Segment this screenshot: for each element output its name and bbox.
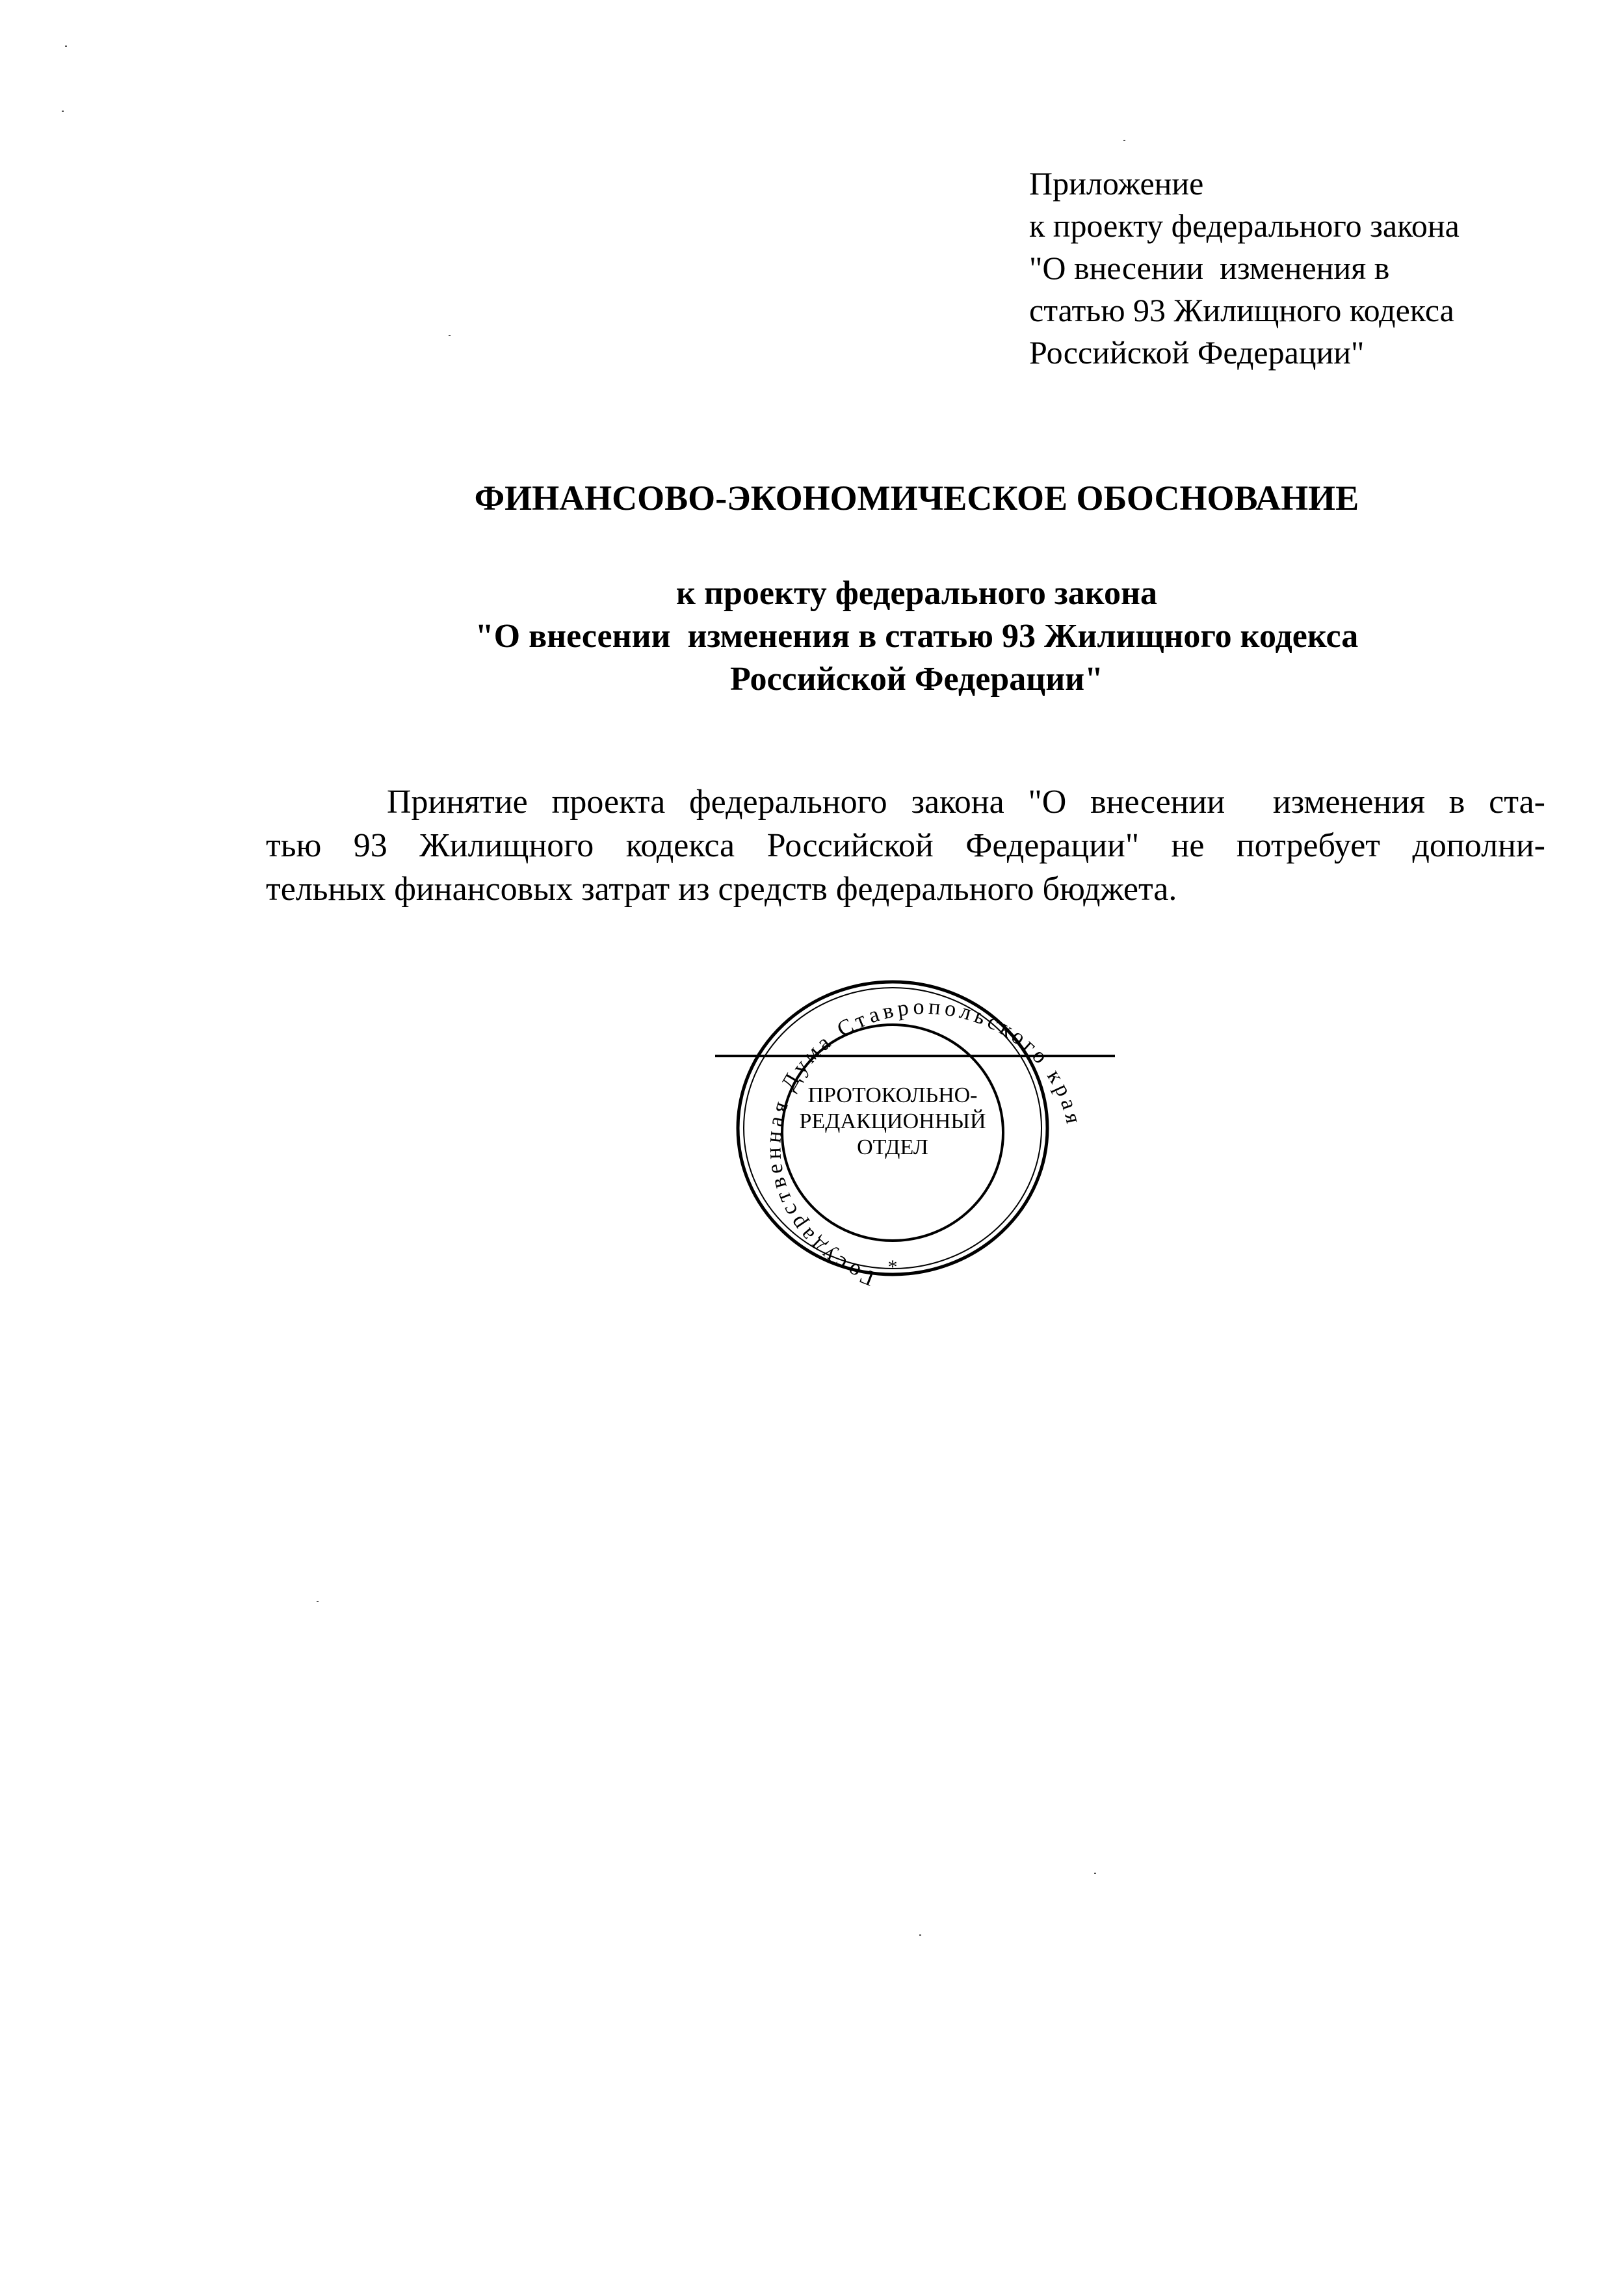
appendix-line: статью 93 Жилищного кодекса <box>1029 292 1454 328</box>
body-paragraph <box>266 780 1545 911</box>
body-line: Принятие проекта федерального закона "О внесении изменения в ста- <box>387 784 1545 821</box>
scan-speck <box>62 111 64 112</box>
stamp-center-line: РЕДАКЦИОННЫЙ <box>799 1109 986 1133</box>
document-subtitle <box>0 572 1624 701</box>
stamp-center-line: ОТДЕЛ <box>857 1135 928 1159</box>
body-line: тью 93 Жилищного кодекса Российской Федерации" не потребует дополни- <box>266 827 1545 864</box>
appendix-line: Российской Федерации" <box>1029 334 1365 371</box>
stamp-ring-text: Государственная Дума Ставропольского края <box>761 994 1086 1291</box>
scan-speck <box>317 1601 319 1602</box>
appendix-note <box>1029 163 1460 374</box>
appendix-line: "О внесении изменения в <box>1029 250 1390 286</box>
scan-speck <box>449 335 451 336</box>
scan-speck <box>919 1934 921 1936</box>
stamp-star: * <box>887 1256 898 1278</box>
official-stamp <box>709 962 1125 1300</box>
subtitle-line: к проекту федерального закона <box>676 575 1157 612</box>
scan-speck <box>65 46 67 47</box>
appendix-line: к проекту федерального закона <box>1029 207 1460 244</box>
appendix-line: Приложение <box>1029 165 1204 202</box>
body-line: тельных финансовых затрат из средств федерального бюджета. <box>266 871 1177 908</box>
subtitle-line: Российской Федерации" <box>730 661 1103 698</box>
scan-speck <box>1094 1873 1096 1874</box>
document-title: ФИНАНСОВО-ЭКОНОМИЧЕСКОЕ ОБОСНОВАНИЕ <box>474 479 1359 518</box>
subtitle-line: "О внесении изменения в статью 93 Жилищного кодекса <box>475 618 1359 655</box>
stamp-center-line: ПРОТОКОЛЬНО- <box>807 1083 978 1107</box>
scan-speck <box>1123 140 1125 141</box>
